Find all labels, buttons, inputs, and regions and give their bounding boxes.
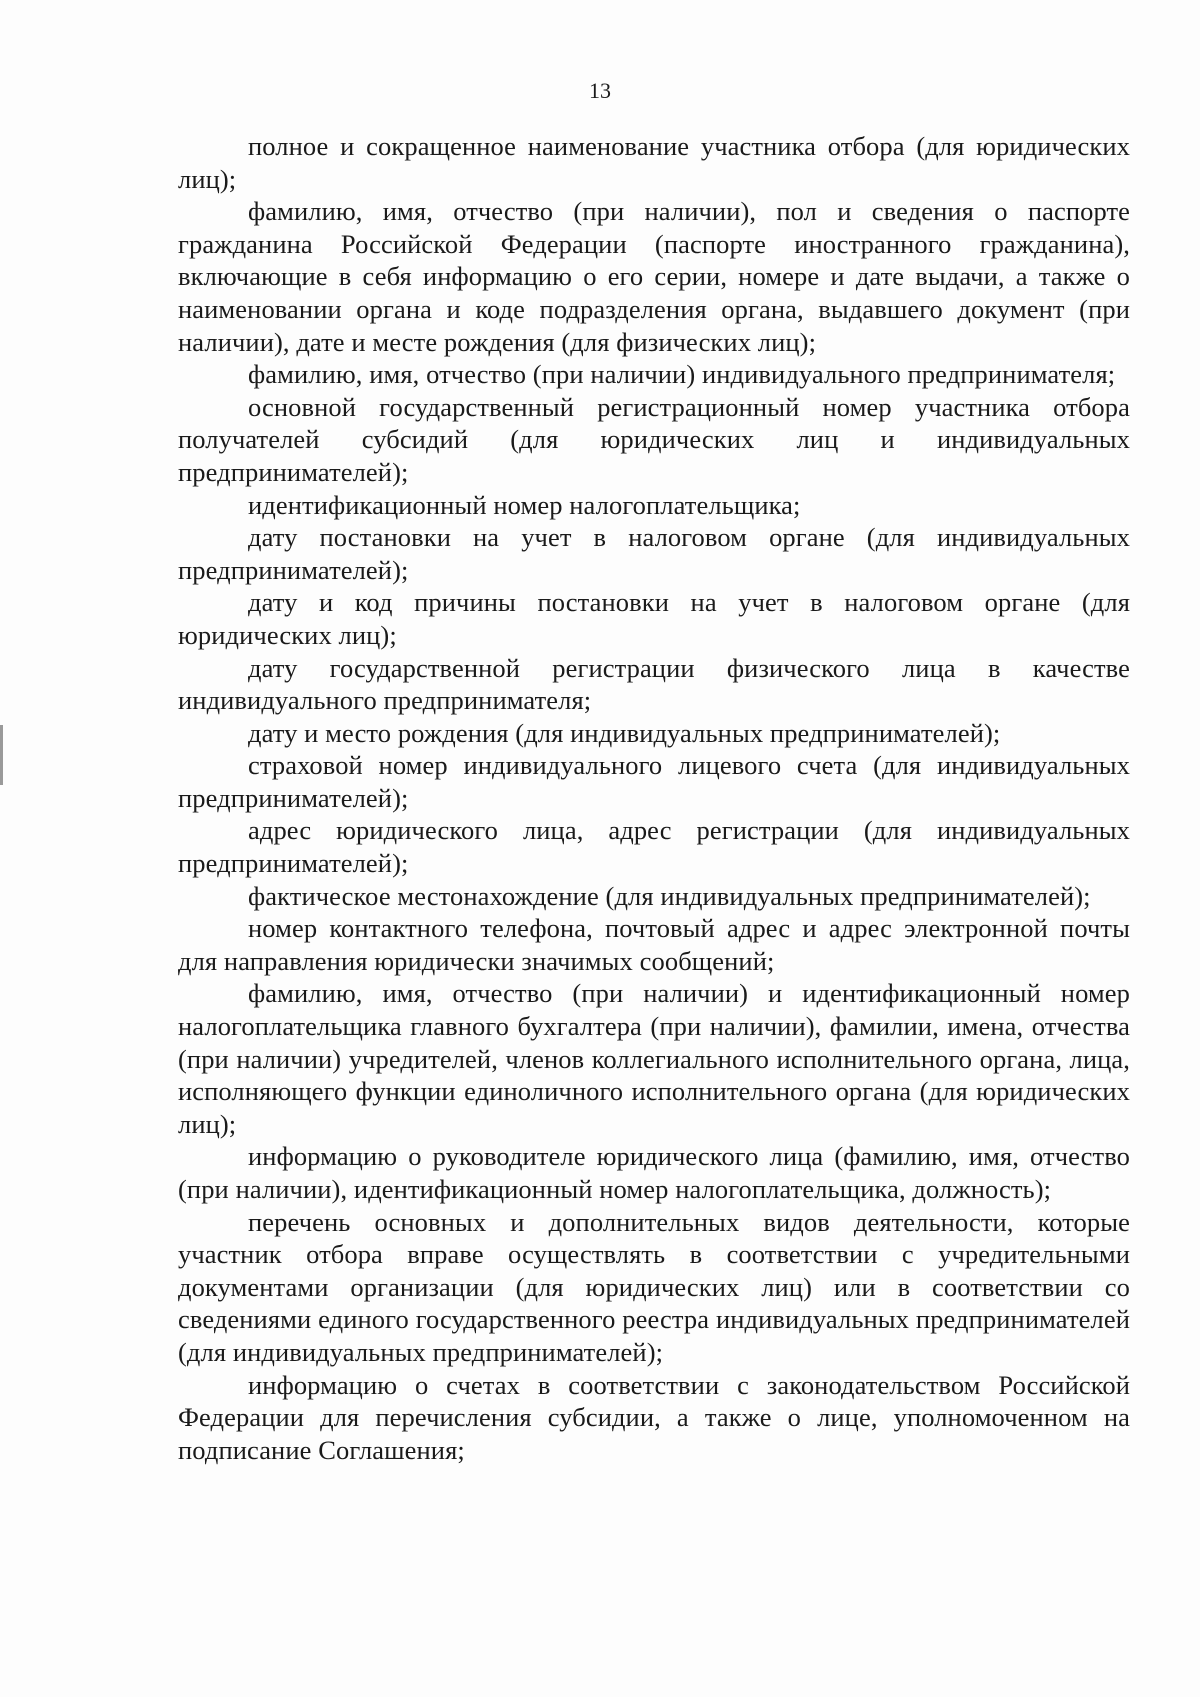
paragraph: основной государственный регистрационный номер участника отбора получателей субсидий (для юридических лиц и индивидуальных предпринимателей);	[178, 391, 1130, 487]
paragraph: информацию о счетах в соответствии с законодательством Российской Федерации для перечисления субсидии, а также о лице, уполномоченном на подписание Соглашения;	[178, 1369, 1130, 1465]
paragraph: дату и место рождения (для индивидуальных предпринимателей);	[248, 717, 1001, 748]
paragraph: дату постановки на учет в налоговом органе (для индивидуальных предпринимателей);	[178, 522, 1130, 585]
paragraph: фактическое местонахождение (для индивидуальных предпринимателей);	[248, 880, 1091, 911]
paragraph: дату и код причины постановки на учет в налоговом органе (для юридических лиц);	[178, 587, 1130, 650]
paragraph: полное и сокращенное наименование участника отбора (для юридических лиц);	[178, 131, 1130, 194]
scan-edge-mark	[0, 725, 3, 785]
paragraph: номер контактного телефона, почтовый адрес и адрес электронной почты для направления юридически значимых сообщений;	[178, 913, 1130, 976]
paragraph: информацию о руководителе юридического лица (фамилию, имя, отчество (при наличии), идентификационный номер налогоплательщика, должность);	[178, 1141, 1130, 1204]
paragraph: фамилию, имя, отчество (при наличии), пол и сведения о паспорте гражданина Российской Федерации (паспорте иностранного гражданина), включающие в себя информацию о его серии, номере и дате выдачи, а также о наименовании органа и коде подразделения органа, выдавшего документ (при наличии), дате и месте рождения (для физических лиц);	[178, 196, 1130, 357]
paragraph: фамилию, имя, отчество (при наличии) и идентификационный номер налогоплательщика главного бухгалтера (при наличии), фамилии, имена, отчества (при наличии) учредителей, членов коллегиального исполнительного органа, лица, исполняющего функции единоличного исполнительного органа (для юридических лиц);	[178, 978, 1130, 1139]
paragraph: фамилию, имя, отчество (при наличии) индивидуального предпринимателя;	[248, 359, 1116, 390]
document-body	[178, 130, 1130, 1466]
page-number: 13	[589, 78, 611, 103]
paragraph: адрес юридического лица, адрес регистрации (для индивидуальных предпринимателей);	[178, 815, 1130, 879]
paragraph: дату государственной регистрации физического лица в качестве индивидуального предпринимателя;	[178, 652, 1130, 716]
paragraph: перечень основных и дополнительных видов деятельности, которые участник отбора вправе осуществлять в соответствии с учредительными документами организации (для юридических лиц) или в соответствии со сведениями единого государственного реестра индивидуальных предпринимателей (для индивидуальных предпринимателей);	[178, 1206, 1130, 1367]
paragraph: страховой номер индивидуального лицевого счета (для индивидуальных предпринимателей);	[178, 750, 1130, 813]
paragraph: идентификационный номер налогоплательщика;	[248, 489, 801, 520]
